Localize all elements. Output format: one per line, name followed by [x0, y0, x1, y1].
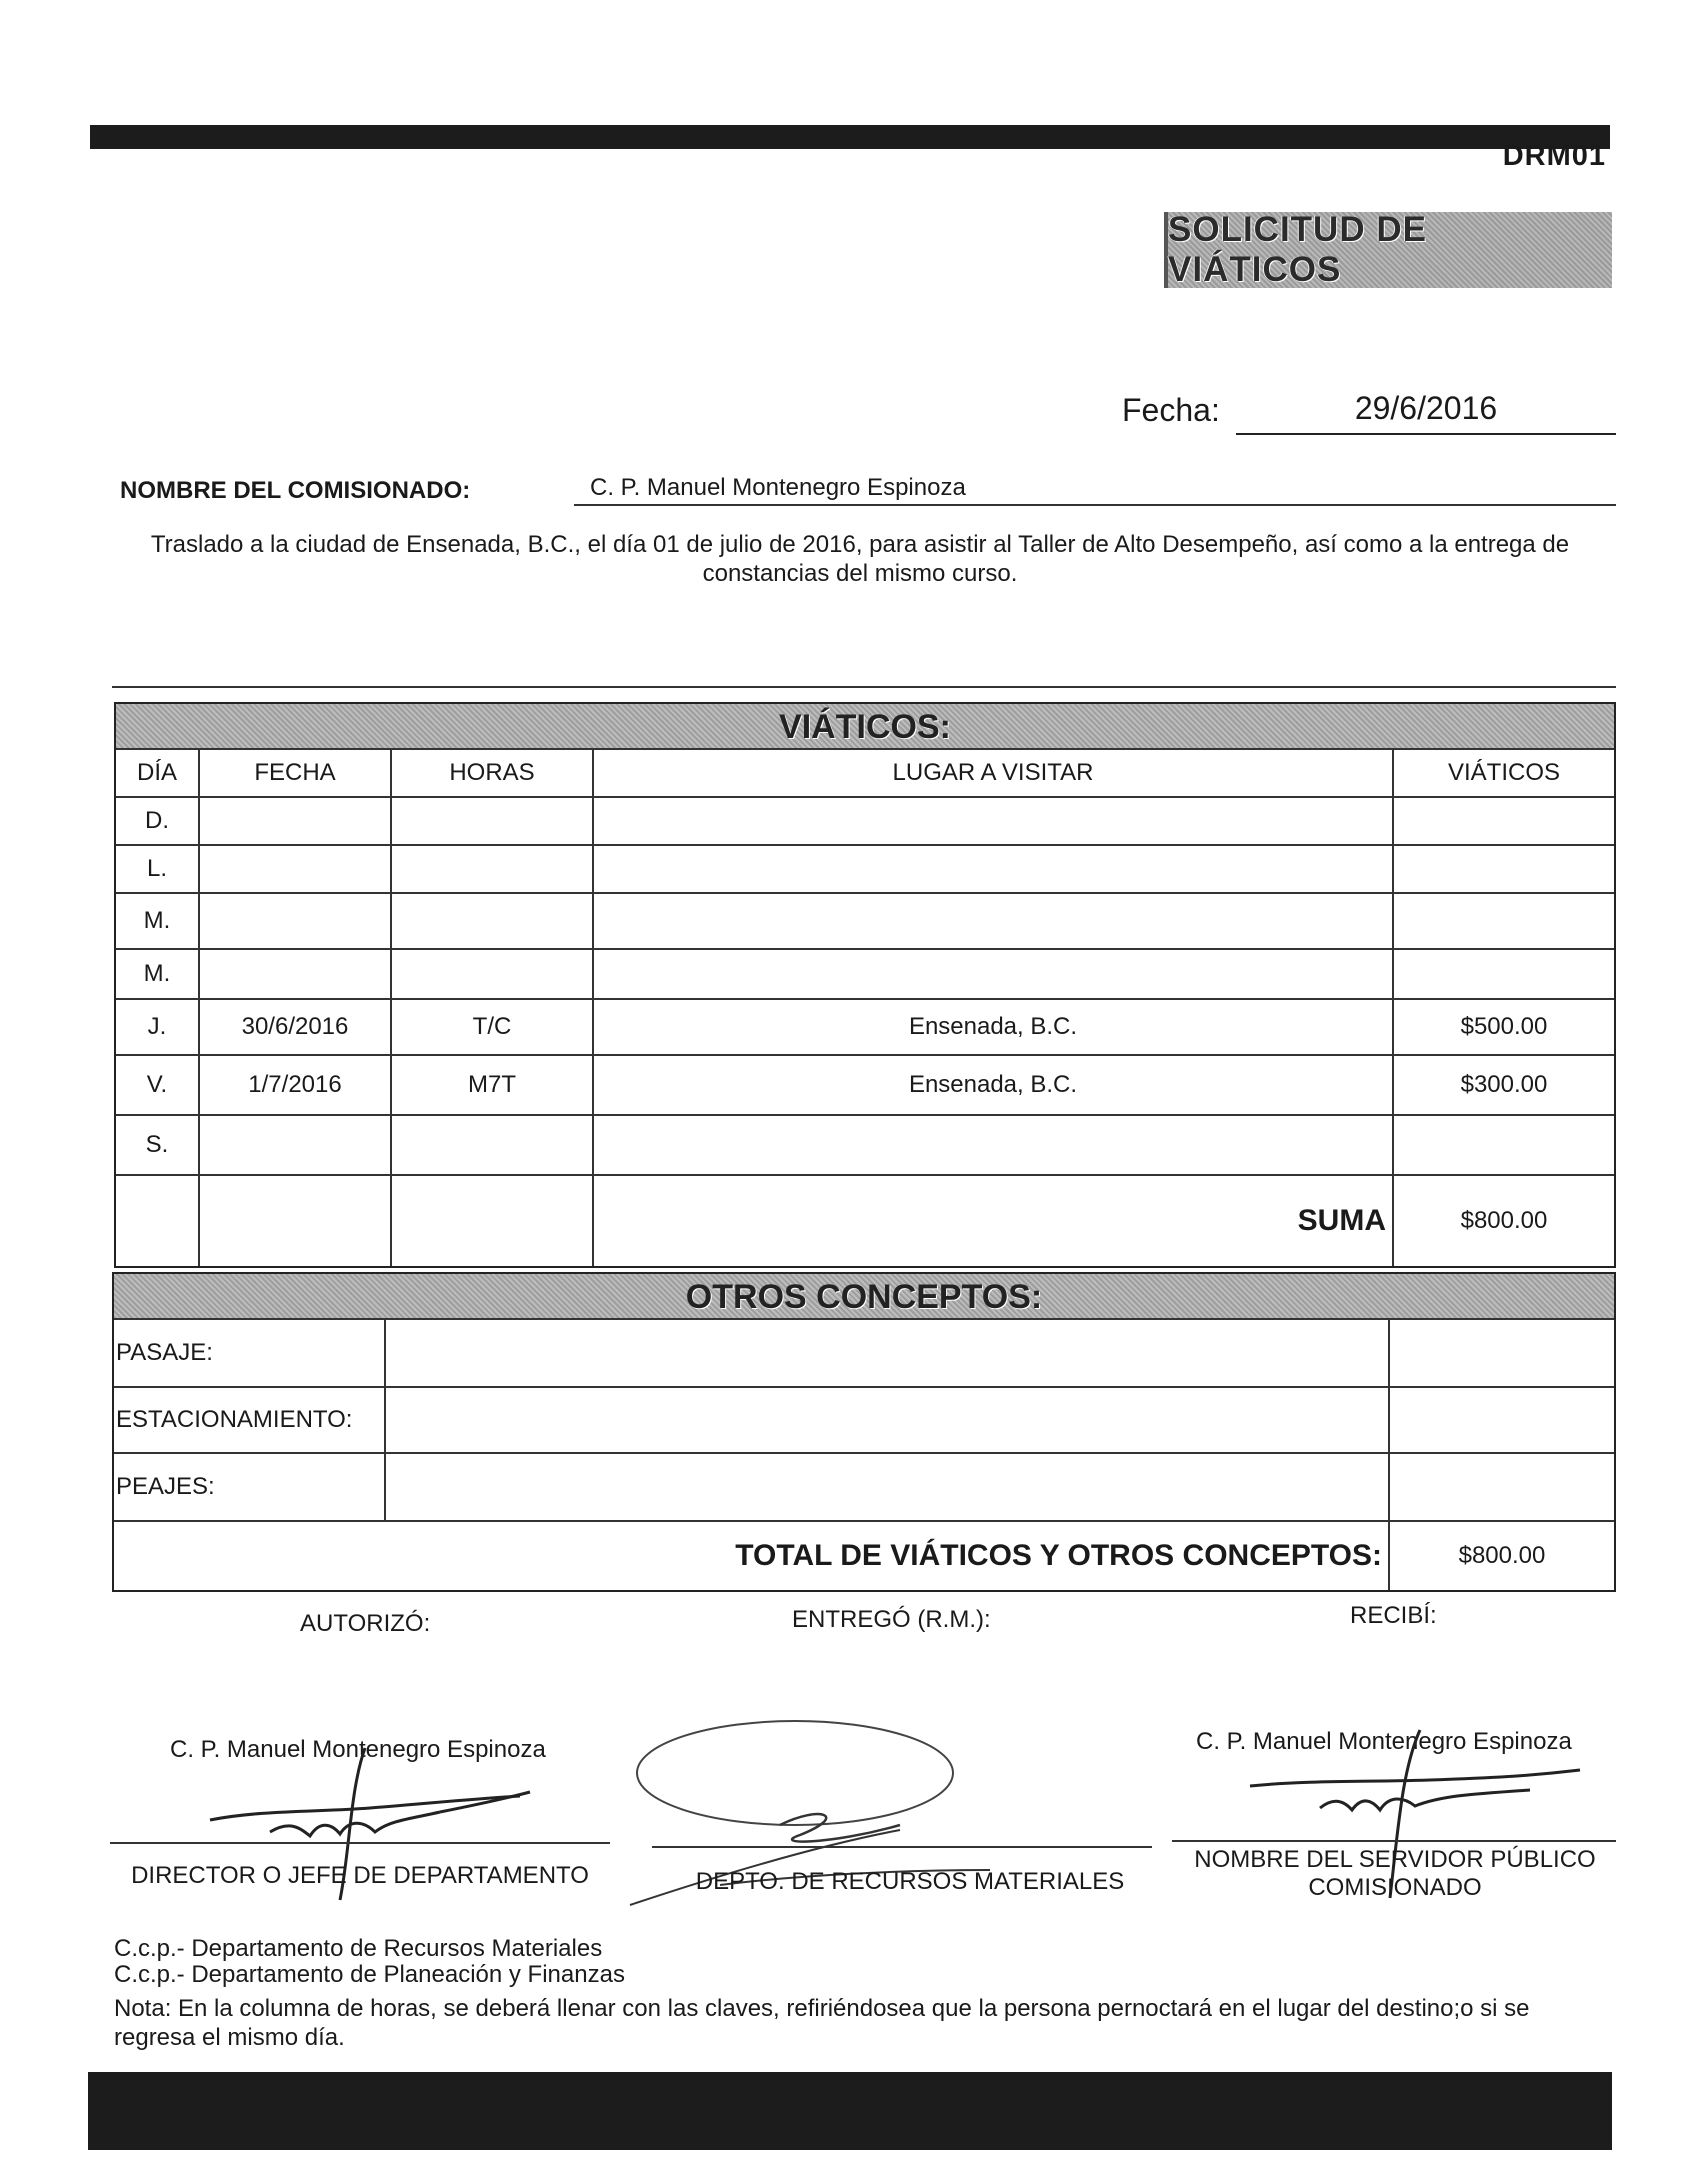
viaticos-cell-fecha	[200, 798, 392, 846]
viaticos-cell-horas	[392, 950, 594, 1000]
trip-description-line2: constancias del mismo curso.	[702, 560, 1018, 587]
viaticos-header-fecha: FECHA	[200, 750, 392, 798]
viaticos-header-horas: HORAS	[392, 750, 594, 798]
comisionado-underline	[574, 504, 1616, 506]
viaticos-cell-viaticos	[1394, 846, 1614, 894]
viaticos-cell-lugar	[594, 1116, 1394, 1176]
viaticos-cell-dia: M.	[116, 950, 200, 1000]
otros-amount	[1390, 1388, 1614, 1454]
recibi-caption-line2: COMISIONADO	[1308, 1874, 1482, 1901]
viaticos-cell-dia: V.	[116, 1056, 200, 1116]
form-code: DRM01	[1502, 140, 1606, 172]
nota-line1: Nota: En la columna de horas, se deberá llenar con las claves, refiriéndosea que la persona pernoctará en el lugar del destino;o si se	[114, 1995, 1530, 2022]
nota-block	[114, 1994, 1594, 2052]
autorizo-caption: DIRECTOR O JEFE DE DEPARTAMENTO	[131, 1862, 589, 1889]
viaticos-suma-empty	[200, 1176, 392, 1266]
viaticos-cell-viaticos	[1394, 894, 1614, 950]
suma-label: SUMA	[594, 1176, 1394, 1266]
otros-label: PASAJE:	[114, 1320, 386, 1388]
viaticos-cell-horas	[392, 846, 594, 894]
viaticos-cell-viaticos	[1394, 1116, 1614, 1176]
entrego-heading: ENTREGÓ (R.M.):	[792, 1606, 991, 1633]
autorizo-name: C. P. Manuel Montenegro Espinoza	[170, 1736, 546, 1763]
viaticos-grid	[116, 750, 1614, 1266]
recibi-name: C. P. Manuel Montenegro Espinoza	[1196, 1728, 1572, 1755]
viaticos-cell-lugar	[594, 846, 1394, 894]
separator-line	[112, 686, 1616, 688]
otros-label: ESTACIONAMIENTO:	[114, 1388, 386, 1454]
viaticos-cell-dia: M.	[116, 894, 200, 950]
viaticos-cell-dia: J.	[116, 1000, 200, 1056]
viaticos-suma-empty	[116, 1176, 200, 1266]
otros-amount	[1390, 1454, 1614, 1522]
viaticos-cell-lugar	[594, 798, 1394, 846]
viaticos-cell-horas: T/C	[392, 1000, 594, 1056]
ccp-line-2: C.c.p.- Departamento de Planeación y Finanzas	[114, 1961, 625, 1988]
viaticos-suma-empty	[392, 1176, 594, 1266]
suma-value: $800.00	[1460, 1207, 1548, 1234]
trip-description-line1: Traslado a la ciudad de Ensenada, B.C., el día 01 de julio de 2016, para asistir al Taller de Alto Desempeño, así como a la entrega de	[150, 531, 1570, 558]
viaticos-cell-horas	[392, 798, 594, 846]
form-title-box	[1164, 212, 1612, 288]
recibi-line	[1172, 1840, 1616, 1842]
viaticos-cell-viaticos	[1394, 798, 1614, 846]
viaticos-table	[114, 702, 1616, 1268]
comisionado-value: C. P. Manuel Montenegro Espinoza	[590, 474, 966, 501]
viaticos-cell-lugar	[594, 950, 1394, 1000]
autorizo-heading: AUTORIZÓ:	[300, 1610, 431, 1637]
trip-description	[140, 530, 1580, 588]
viaticos-section-title: VIÁTICOS:	[116, 704, 1614, 750]
recibi-caption-line1: NOMBRE DEL SERVIDOR PÚBLICO	[1194, 1846, 1596, 1873]
viaticos-cell-viaticos: $500.00	[1394, 1000, 1614, 1056]
viaticos-cell-fecha: 30/6/2016	[200, 1000, 392, 1056]
viaticos-cell-dia: S.	[116, 1116, 200, 1176]
otros-detail	[386, 1454, 1390, 1522]
otros-conceptos-table	[112, 1272, 1616, 1592]
viaticos-header-dia: DÍA	[116, 750, 200, 798]
otros-detail	[386, 1320, 1390, 1388]
viaticos-cell-horas: M7T	[392, 1056, 594, 1116]
otros-grid	[114, 1320, 1614, 1590]
viaticos-cell-lugar	[594, 894, 1394, 950]
otros-label: PEAJES:	[114, 1454, 386, 1522]
top-bar	[90, 125, 1610, 149]
ccp-block	[114, 1936, 625, 1988]
bottom-bar	[88, 2072, 1612, 2150]
otros-detail	[386, 1388, 1390, 1454]
otros-amount	[1390, 1320, 1614, 1388]
viaticos-cell-dia: L.	[116, 846, 200, 894]
comisionado-label: NOMBRE DEL COMISIONADO:	[120, 477, 471, 504]
total-value: $800.00	[1458, 1542, 1546, 1569]
otros-section-title: OTROS CONCEPTOS:	[114, 1274, 1614, 1320]
ccp-line-1: C.c.p.- Departamento de Recursos Materiales	[114, 1935, 603, 1962]
nota-line2: regresa el mismo día.	[114, 2024, 345, 2051]
viaticos-header-viaticos: VIÁTICOS	[1394, 750, 1614, 798]
form-title: SOLICITUD DE VIÁTICOS	[1168, 210, 1427, 289]
viaticos-cell-fecha: 1/7/2016	[200, 1056, 392, 1116]
viaticos-cell-fecha	[200, 1116, 392, 1176]
viaticos-cell-fecha	[200, 894, 392, 950]
viaticos-cell-fecha	[200, 846, 392, 894]
viaticos-cell-lugar: Ensenada, B.C.	[594, 1000, 1394, 1056]
viaticos-cell-horas	[392, 1116, 594, 1176]
viaticos-cell-dia: D.	[116, 798, 200, 846]
viaticos-cell-horas	[392, 894, 594, 950]
viaticos-cell-lugar: Ensenada, B.C.	[594, 1056, 1394, 1116]
viaticos-header-lugar: LUGAR A VISITAR	[594, 750, 1394, 798]
viaticos-cell-viaticos: $300.00	[1394, 1056, 1614, 1116]
total-label: TOTAL DE VIÁTICOS Y OTROS CONCEPTOS:	[114, 1522, 1390, 1590]
viaticos-cell-fecha	[200, 950, 392, 1000]
fecha-underline	[1236, 433, 1616, 435]
fecha-value: 29/6/2016	[1354, 390, 1498, 426]
viaticos-cell-viaticos	[1394, 950, 1614, 1000]
entrego-line	[652, 1846, 1152, 1848]
entrego-caption: DEPTO. DE RECURSOS MATERIALES	[695, 1868, 1125, 1895]
autorizo-line	[110, 1842, 610, 1844]
recibi-caption	[1160, 1846, 1630, 1902]
recibi-heading: RECIBÍ:	[1350, 1602, 1437, 1629]
fecha-label: Fecha:	[1122, 392, 1220, 428]
